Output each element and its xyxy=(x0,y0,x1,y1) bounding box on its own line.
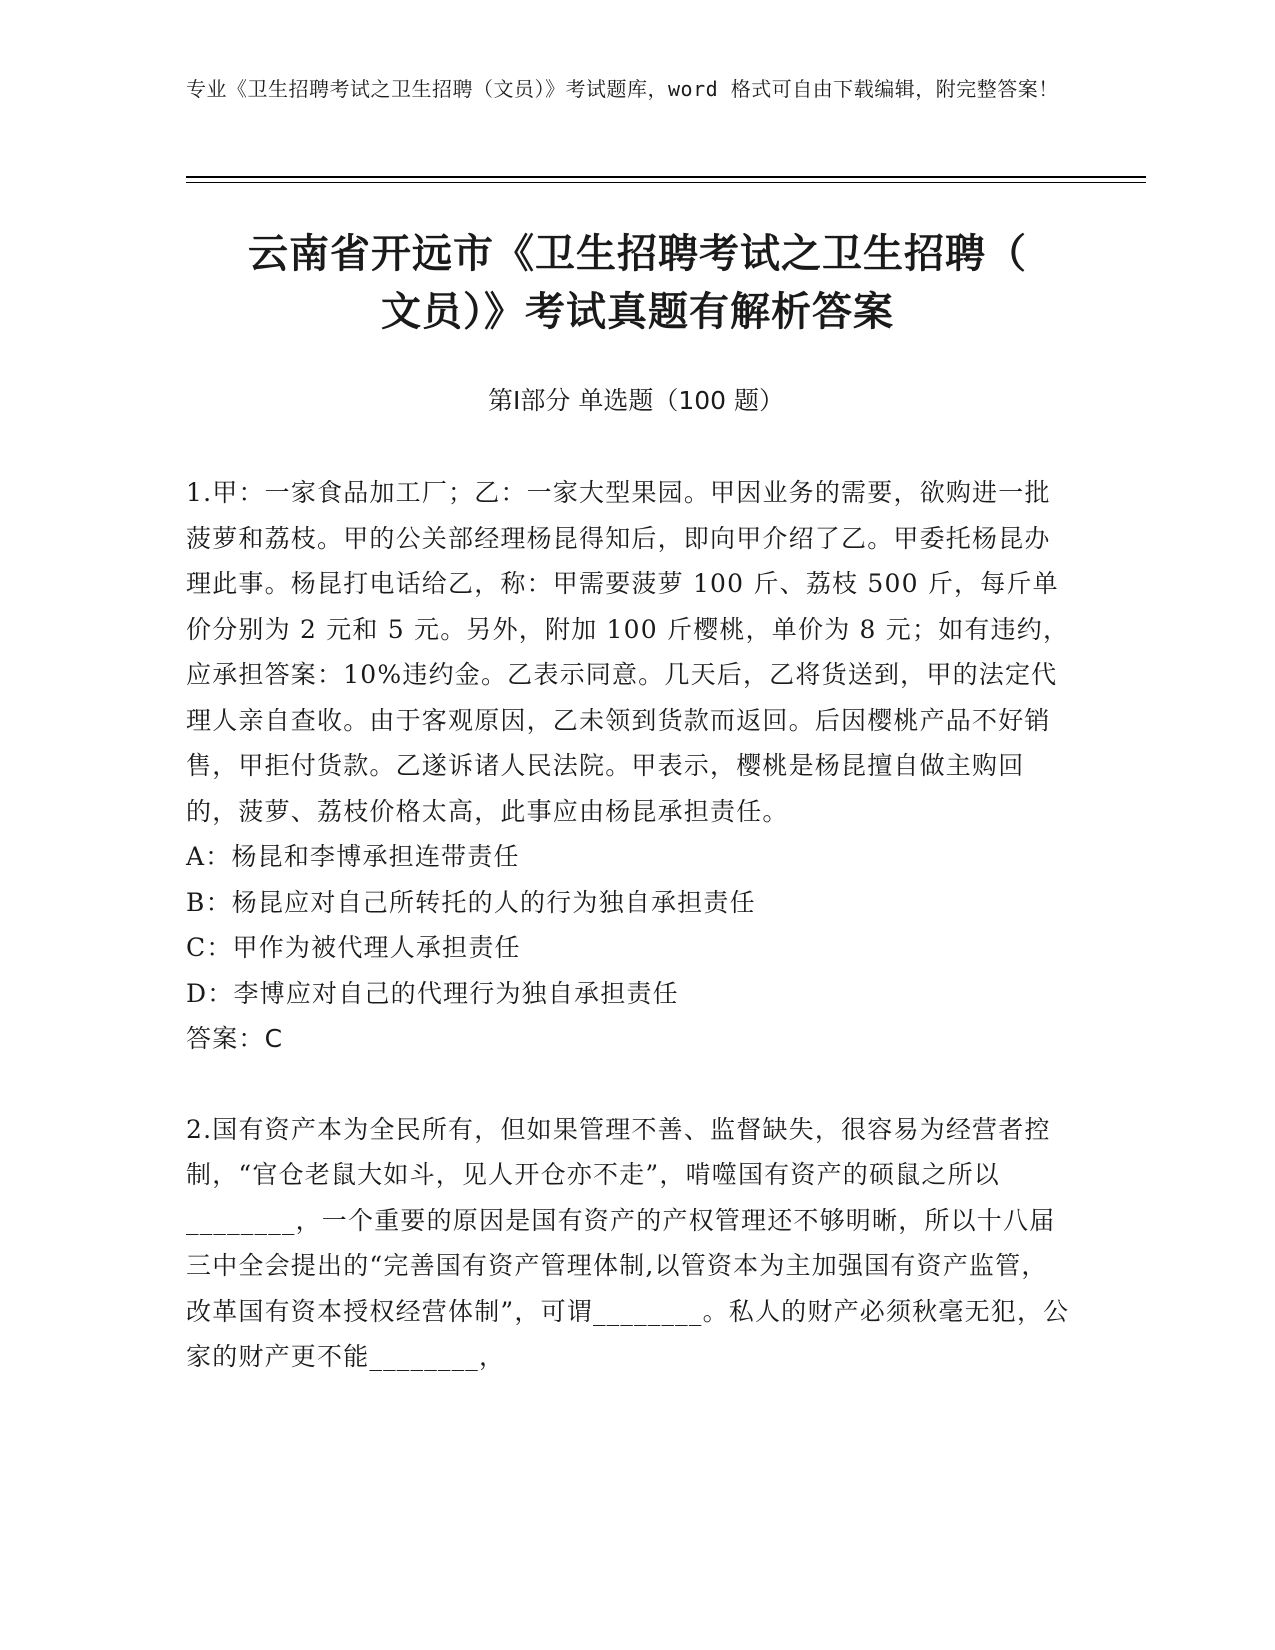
question-list xyxy=(186,470,1071,1380)
header-divider-thin xyxy=(186,182,1146,183)
document-title xyxy=(150,225,1125,341)
header-text: 专业《卫生招聘考试之卫生招聘（文员）》考试题库，word 格式可自由下载编辑，附完整答案！ xyxy=(186,77,1059,101)
page-header xyxy=(186,73,1066,105)
option-c: C：甲作为被代理人承担责任 xyxy=(186,933,521,962)
option-d: D：李博应对自己的代理行为独自承担责任 xyxy=(186,978,679,1008)
document-title-line-1: 云南省开远市《卫生招聘考试之卫生招聘（ xyxy=(248,231,1027,277)
section-title: 第Ⅰ部分 单选题（100 题） xyxy=(488,386,784,415)
question-stem: 2.国有资产本为全民所有，但如果管理不善、监督缺失，很容易为经营者控制，“官仓老鼠大如斗，见人开仓亦不走”，啃噬国有资产的硕鼠之所以________，一个重要的原因是国有资产的产权管理还不够明晰，所以十八届三中全会提出的“完善国有资产管理体制,以管资本为主加强国有资产监管，改革国有资本授权经营体制”，可谓________。私人的财产必须秋毫无犯，公家的财产更不能________， xyxy=(186,1114,1070,1371)
header-divider-thick xyxy=(186,176,1146,178)
question-1 xyxy=(186,470,1071,1062)
question-stem: 1.甲：一家食品加工厂；乙：一家大型果园。甲因业务的需要，欲购进一批菠萝和荔枝。甲的公关部经理杨昆得知后，即向甲介绍了乙。甲委托杨昆办理此事。杨昆打电话给乙，称：甲需要菠萝 100 斤、荔枝 500 斤，每斤单价分别为 2 元和 5 元。另外，附加 100 斤樱桃，单价为 8 元；如有违约，应承担答案：10%违约金。乙表示同意。几天后，乙将货送到，甲的法定代理人亲自查收。由于客观原因，乙未领到货款而返回。后因樱桃产品不好销售，甲拒付货款。乙遂诉诸人民法院。甲表示，樱桃是杨昆擅自做主购回的，菠萝、荔枝价格太高，此事应由杨昆承担责任。 xyxy=(186,478,1070,826)
option-a: A：杨昆和李博承担连带责任 xyxy=(186,842,520,871)
answer-line: 答案：C xyxy=(186,1024,284,1053)
option-b: B：杨昆应对自己所转托的人的行为独自承担责任 xyxy=(186,887,756,917)
question-spacer xyxy=(186,1062,1071,1107)
document-title-line-2: 文员）》考试真题有解析答案 xyxy=(381,289,894,335)
question-2 xyxy=(186,1107,1071,1380)
